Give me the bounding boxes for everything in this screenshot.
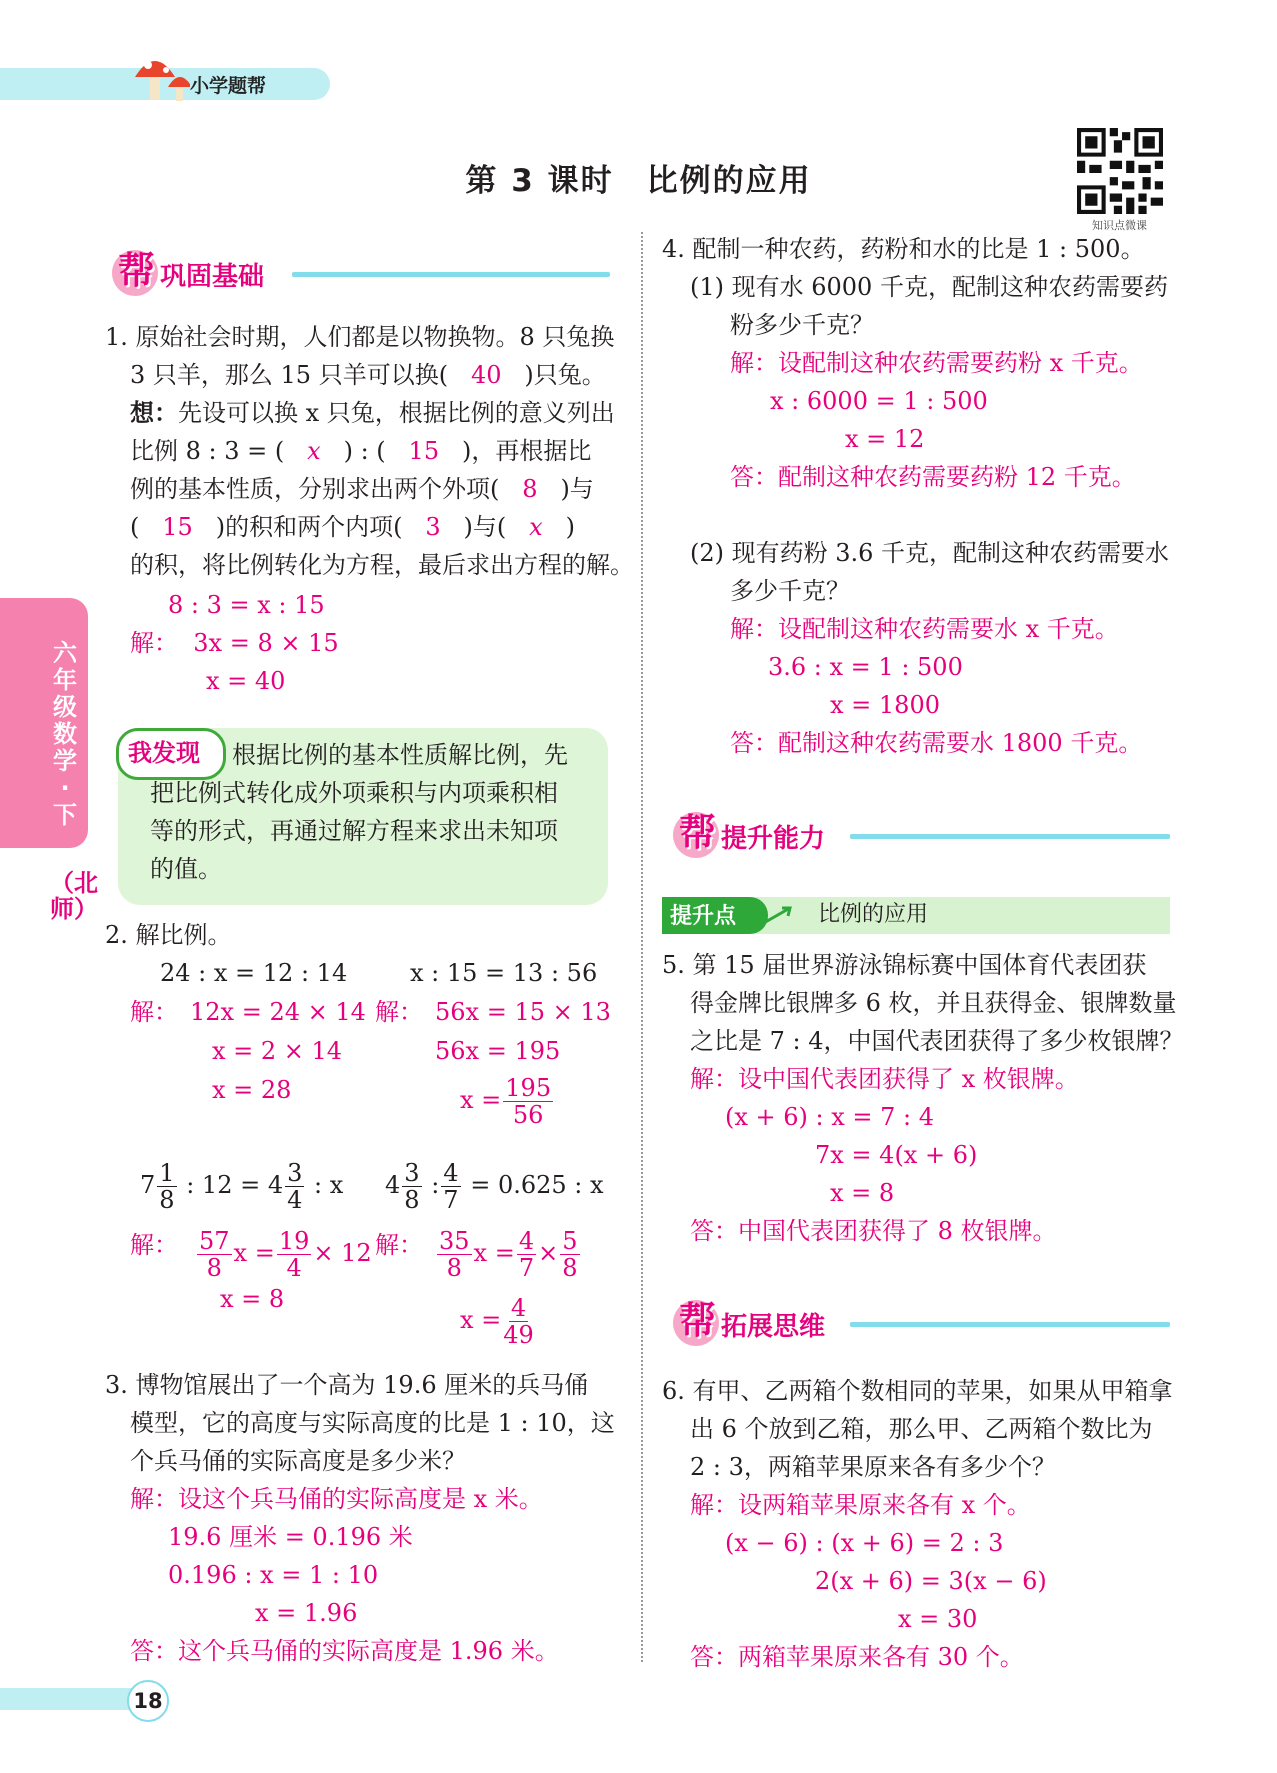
q3-solution-5: 答：这个兵马俑的实际高度是 1.96 米。 bbox=[130, 1637, 559, 1665]
q2d-step1: $\frac{35}{8}$ x = $\frac{4}{7}$ × $\frac{5}{8}$ bbox=[439, 1227, 578, 1282]
q1-solution-3: x = 40 bbox=[206, 667, 286, 695]
q6-solution-4: x = 30 bbox=[898, 1605, 978, 1633]
q3-line3: 个兵马俑的实际高度是多少米？ bbox=[130, 1447, 466, 1475]
q5-solution-4: x = 8 bbox=[830, 1179, 895, 1207]
q2d-problem: 4 $\frac{3}{8}$ : $\frac{4}{7}$ = 0.625 : x bbox=[385, 1159, 604, 1214]
q6-line1: 6. 有甲、乙两箱个数相同的苹果，如果从甲箱拿 bbox=[662, 1377, 1173, 1405]
discovery-badge-label: 我发现 bbox=[128, 739, 200, 767]
q2c-step1: $\frac{57}{8}$ x = $\frac{19}{4}$ × 12 bbox=[199, 1227, 372, 1282]
section-basic-rule bbox=[292, 272, 610, 277]
q5-solution-3: 7x = 4(x + 6) bbox=[815, 1141, 978, 1169]
q6-solution-1: 解：设两箱苹果原来各有 x 个。 bbox=[690, 1491, 1031, 1519]
q4-part2-answer: 答：配制这种农药需要水 1800 千克。 bbox=[730, 729, 1143, 757]
q6-solution-5: 答：两箱苹果原来各有 30 个。 bbox=[690, 1643, 1024, 1671]
section-extend-rule bbox=[850, 1322, 1170, 1327]
page-title: 第 3 课时 比例的应用 bbox=[465, 163, 812, 199]
q5-line1: 5. 第 15 届世界游泳锦标赛中国体育代表团获 bbox=[662, 951, 1147, 979]
q2d-jie: 解： bbox=[375, 1231, 423, 1259]
q3-solution-3: 0.196 : x = 1 : 10 bbox=[168, 1561, 379, 1589]
q2d-step2: x = $\frac{4}{49}$ bbox=[460, 1294, 534, 1349]
grade-label: 六年级数学·下 bbox=[53, 639, 77, 829]
arrow-icon bbox=[760, 904, 796, 928]
q1-line6: ( 15 )的积和两个内项( 3 )与( x ) bbox=[130, 513, 575, 541]
q4-part2-sol3: x = 1800 bbox=[830, 691, 940, 719]
q3-solution-4: x = 1.96 bbox=[255, 1599, 358, 1627]
q3-solution-2: 19.6 厘米 = 0.196 米 bbox=[168, 1523, 413, 1551]
q6-solution-3: 2(x + 6) = 3(x − 6) bbox=[815, 1567, 1047, 1595]
section-improve-rule bbox=[850, 834, 1170, 839]
q2a-problem: 24 : x = 12 : 14 bbox=[160, 959, 348, 987]
section-basic-title: 巩固基础 bbox=[160, 262, 265, 292]
q4-part2-line1: (2) 现有药粉 3.6 千克，配制这种农药需要水 bbox=[690, 539, 1170, 567]
q1-line5: 例的基本性质，分别求出两个外项( 8 )与 bbox=[130, 475, 594, 503]
q5-solution-5: 答：中国代表团获得了 8 枚银牌。 bbox=[690, 1217, 1057, 1245]
q4-part1-sol2: x : 6000 = 1 : 500 bbox=[770, 387, 988, 415]
q5-solution-2: (x + 6) : x = 7 : 4 bbox=[725, 1103, 935, 1131]
q4-part2-sol2: 3.6 : x = 1 : 500 bbox=[768, 653, 963, 681]
section-extend-title: 拓展思维 bbox=[721, 1312, 826, 1342]
section-improve-title: 提升能力 bbox=[721, 824, 826, 854]
section-improve-char: 帮 bbox=[679, 811, 716, 854]
q1-line7: 的积，将比例转化为方程，最后求出方程的解。 bbox=[130, 551, 634, 579]
q1-line3: 想：先设可以换 x 只兔，根据比例的意义列出 bbox=[130, 398, 615, 427]
tip-text: 比例的应用 bbox=[818, 902, 929, 927]
q2b-step2: 56x = 195 bbox=[435, 1037, 561, 1065]
q4-line1: 4. 配制一种农药，药粉和水的比是 1 : 500。 bbox=[662, 235, 1145, 263]
page-number: 18 bbox=[127, 1680, 169, 1722]
q2a-step1: 12x = 24 × 14 bbox=[190, 998, 366, 1026]
q3-line1: 3. 博物馆展出了一个高为 19.6 厘米的兵马俑 bbox=[105, 1371, 589, 1399]
q3-solution-1: 解：设这个兵马俑的实际高度是 x 米。 bbox=[130, 1485, 543, 1513]
q4-part1-line1: (1) 现有水 6000 千克，配制这种农药需要药 bbox=[690, 273, 1168, 301]
q2b-step1: 56x = 15 × 13 bbox=[435, 998, 611, 1026]
q3-line2: 模型，它的高度与实际高度的比是 1 : 10，这 bbox=[130, 1409, 615, 1437]
q2a-jie: 解： bbox=[130, 998, 178, 1026]
q4-part2-sol1: 解：设配制这种农药需要水 x 千克。 bbox=[730, 615, 1119, 643]
q2b-step3: x = $\frac{195}{56}$ bbox=[460, 1074, 552, 1129]
q2c-problem: 7 $\frac{1}{8}$ : 12 = 4 $\frac{3}{4}$ : x bbox=[140, 1159, 344, 1214]
q2a-step3: x = 28 bbox=[212, 1076, 292, 1104]
edition-label: （北师） bbox=[50, 869, 98, 923]
discovery-line3: 等的形式，再通过解方程来求出未知项 bbox=[150, 817, 558, 845]
section-basic-char: 帮 bbox=[118, 249, 155, 292]
q2a-step2: x = 2 × 14 bbox=[212, 1037, 343, 1065]
q1-line4: 比例 8 : 3 = ( x ) : ( 15 )，再根据比 bbox=[130, 437, 592, 465]
discovery-line2: 把比例式转化成外项乘积与内项乘积相 bbox=[150, 779, 558, 807]
q2c-step2: x = 8 bbox=[220, 1285, 285, 1313]
q4-part1-line2: 粉多少千克？ bbox=[730, 311, 874, 339]
qr-label: 知识点微课 bbox=[1092, 219, 1147, 232]
brand-label: 小学题帮 bbox=[190, 75, 267, 97]
q4-part1-sol1: 解：设配制这种农药需要药粉 x 千克。 bbox=[730, 349, 1143, 377]
q1-solution-1: 8 : 3 = x : 15 bbox=[168, 591, 325, 619]
q4-part1-sol3: x = 12 bbox=[845, 425, 925, 453]
q1-line2: 3 只羊，那么 15 只羊可以换( 40 )只兔。 bbox=[130, 361, 606, 389]
discovery-line4: 的值。 bbox=[150, 855, 222, 883]
section-extend-char: 帮 bbox=[679, 1299, 716, 1342]
q5-solution-1: 解：设中国代表团获得了 x 枚银牌。 bbox=[690, 1065, 1079, 1093]
discovery-line1: 根据比例的基本性质解比例，先 bbox=[232, 741, 568, 769]
q1-answer: 40 bbox=[470, 361, 502, 389]
q1-line1: 1. 原始社会时期，人们都是以物换物。8 只兔换 bbox=[105, 323, 615, 351]
q5-line2: 得金牌比银牌多 6 枚，并且获得金、银牌数量 bbox=[690, 989, 1177, 1017]
q4-part1-answer: 答：配制这种农药需要药粉 12 千克。 bbox=[730, 463, 1136, 491]
qr-code-icon[interactable] bbox=[1077, 128, 1163, 214]
tip-badge-label: 提升点 bbox=[670, 904, 737, 929]
q6-line3: 2 : 3，两箱苹果原来各有多少个？ bbox=[690, 1453, 1056, 1481]
q6-line2: 出 6 个放到乙箱，那么甲、乙两箱个数比为 bbox=[690, 1415, 1153, 1443]
column-divider bbox=[641, 232, 643, 1662]
mushroom-icon bbox=[130, 45, 190, 105]
q6-solution-2: (x − 6) : (x + 6) = 2 : 3 bbox=[725, 1529, 1004, 1557]
q4-part2-line2: 多少千克？ bbox=[730, 577, 850, 605]
q2b-problem: x : 15 = 13 : 56 bbox=[410, 959, 598, 987]
q5-line3: 之比是 7 : 4，中国代表团获得了多少枚银牌？ bbox=[690, 1027, 1184, 1055]
q1-solution-2: 解： 3x = 8 × 15 bbox=[130, 629, 339, 657]
q2b-jie: 解： bbox=[375, 998, 423, 1026]
q2-head: 2. 解比例。 bbox=[105, 921, 232, 949]
q2c-jie: 解： bbox=[130, 1231, 178, 1259]
